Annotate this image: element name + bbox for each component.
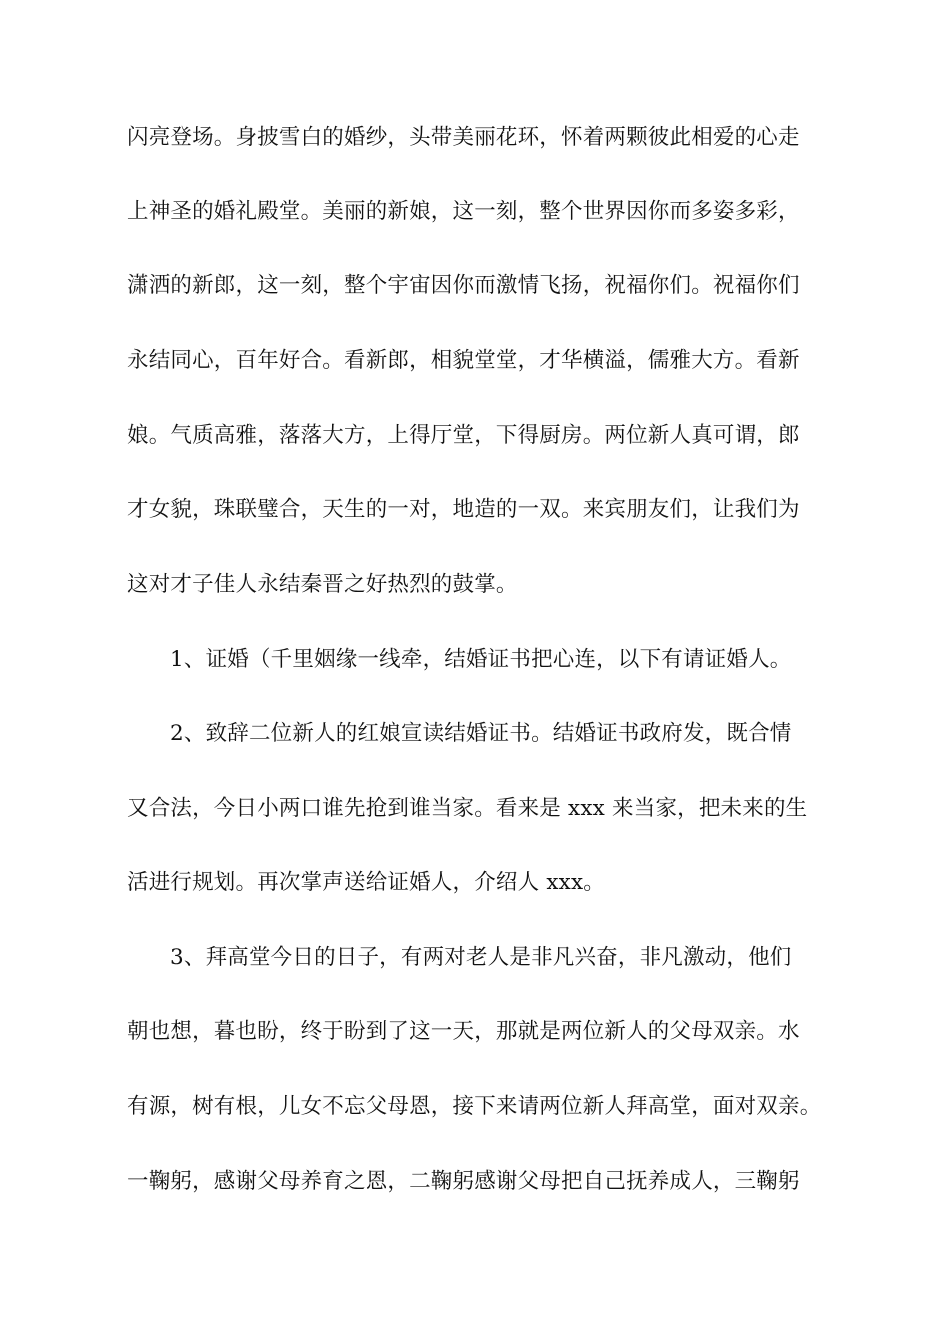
text-line: 朝也想，暮也盼，终于盼到了这一天，那就是两位新人的父母双亲。水 [127,1019,800,1044]
text-line: 一鞠躬，感谢父母养育之恩，二鞠躬感谢父母把自己抚养成人，三鞠躬 [127,1169,800,1194]
paragraph-first-line: 3、拜高堂今日的日子，有两对老人是非凡兴奋，非凡激动，他们 [170,945,792,970]
text-line: 潇洒的新郎，这一刻，整个宇宙因你而激情飞扬，祝福你们。祝福你们 [127,273,800,298]
text-line: 这对才子佳人永结秦晋之好热烈的鼓掌。 [127,572,518,597]
text-line: 有源，树有根，儿女不忘父母恩，接下来请两位新人拜高堂，面对双亲。 [127,1094,822,1119]
text-line: 娘。气质高雅，落落大方，上得厅堂，下得厨房。两位新人真可谓，郎 [127,423,800,448]
text-line: 永结同心，百年好合。看新郎，相貌堂堂，才华横溢，儒雅大方。看新 [127,348,800,373]
text-line: 闪亮登场。身披雪白的婚纱，头带美丽花环，怀着两颗彼此相爱的心走 [127,125,800,150]
paragraph-first-line: 1、证婚（千里姻缘一线牵，结婚证书把心连，以下有请证婚人。 [170,647,792,672]
text-line: 又合法，今日小两口谁先抢到谁当家。看来是 xxx 来当家，把未来的生 [127,796,808,821]
text-line: 活进行规划。再次掌声送给证婚人，介绍人 xxx。 [127,870,606,895]
paragraph-first-line: 2、致辞二位新人的红娘宣读结婚证书。结婚证书政府发，既合情 [170,721,792,746]
text-line: 才女貌，珠联璧合，天生的一对，地造的一双。来宾朋友们，让我们为 [127,497,800,522]
text-line: 上神圣的婚礼殿堂。美丽的新娘，这一刻，整个世界因你而多姿多彩， [127,199,800,224]
